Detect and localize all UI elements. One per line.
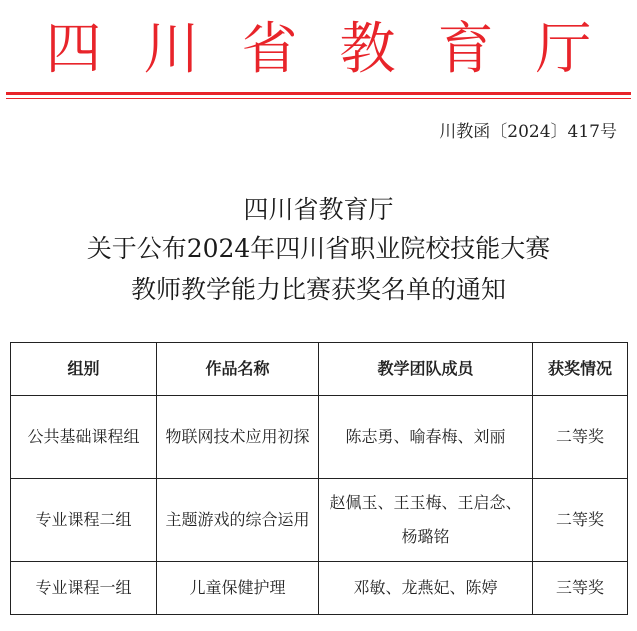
header-group: 组别	[11, 343, 157, 396]
cell-group: 公共基础课程组	[11, 396, 157, 479]
table-row	[11, 396, 628, 479]
notice-title-line2: 关于公布2024年四川省职业院校技能大赛	[86, 234, 551, 263]
header-award: 获奖情况	[533, 343, 628, 396]
header-team-members: 教学团队成员	[319, 343, 533, 396]
award-table	[10, 342, 628, 615]
cell-team-members: 邓敏、龙燕妃、陈婷	[319, 562, 533, 615]
header-work-name: 作品名称	[157, 343, 319, 396]
letterhead-divider	[6, 92, 631, 95]
cell-award: 二等奖	[533, 396, 628, 479]
cell-award: 三等奖	[533, 562, 628, 615]
notice-title-line1: 四川省教育厅	[243, 195, 394, 224]
table-row	[11, 479, 628, 562]
cell-work-name: 主题游戏的综合运用	[157, 479, 319, 562]
cell-team-members: 赵佩玉、王玉梅、王启念、杨璐铭	[319, 479, 533, 562]
table-row	[11, 562, 628, 615]
letterhead-divider-thin	[6, 98, 631, 99]
cell-work-name: 物联网技术应用初探	[157, 396, 319, 479]
notice-title-line3: 教师教学能力比赛获奖名单的通知	[130, 275, 506, 304]
cell-group: 专业课程二组	[11, 479, 157, 562]
document-number: 川教函〔2024〕417号	[439, 122, 617, 142]
cell-team-members: 陈志勇、喻春梅、刘丽	[319, 396, 533, 479]
table-header-row	[11, 343, 628, 396]
cell-group: 专业课程一组	[11, 562, 157, 615]
cell-work-name: 儿童保健护理	[157, 562, 319, 615]
letterhead-title: 四川省教育厅	[45, 17, 634, 82]
cell-award: 二等奖	[533, 479, 628, 562]
